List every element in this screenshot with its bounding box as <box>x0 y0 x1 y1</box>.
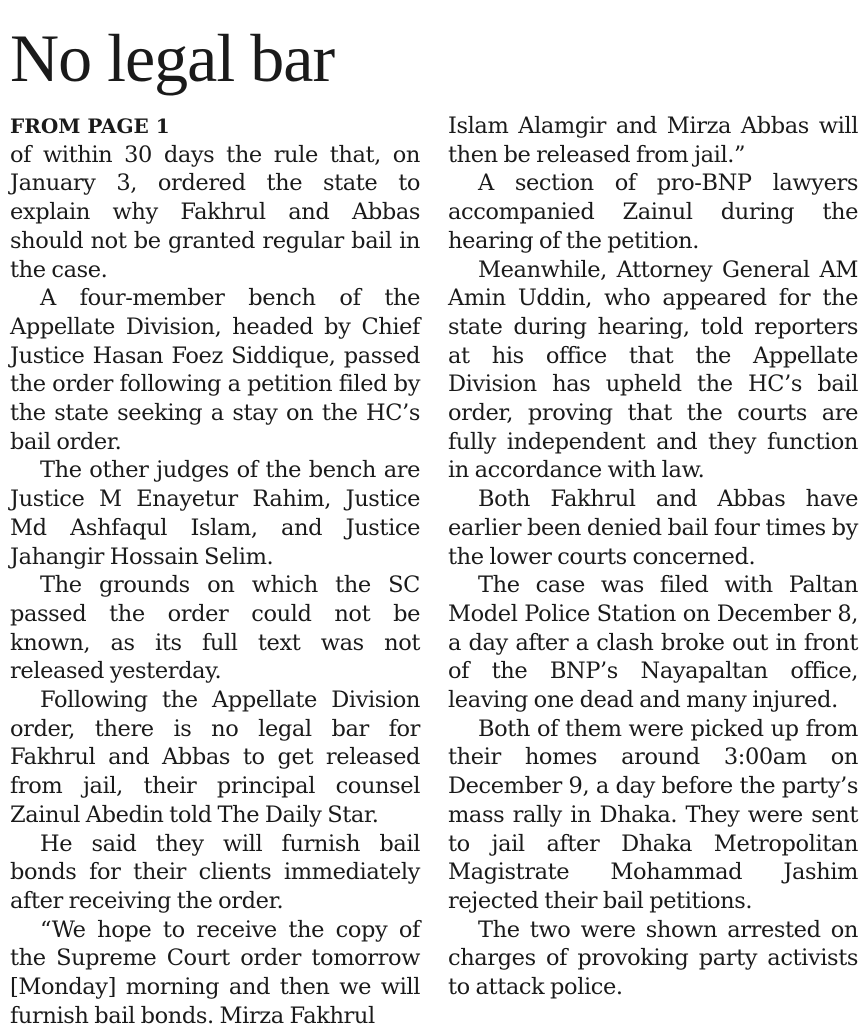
kicker-from-page: FROM PAGE 1 <box>10 114 170 138</box>
paragraph: Islam Alamgir and Mirza Abbas will then be released from jail.” <box>448 113 858 168</box>
paragraph: The two were shown arrested on charges of provoking party activists to attack police. <box>448 916 858 1001</box>
paragraph: The grounds on which the SC passed the order could not be known, as its full text was not released yesterday. <box>10 572 420 685</box>
paragraph: “We hope to receive the copy of the Supreme Court order tomorrow [Monday] morning and then we will furnish bail bonds. Mirza Fakhrul <box>10 916 420 1029</box>
paragraph: Following the Appellate Division order, there is no legal bar for Fakhrul and Abbas to get released from jail, their principal counsel Zainul Abedin told The Daily Star. <box>10 687 420 828</box>
article-column-right <box>448 112 858 1002</box>
article-column-left <box>10 112 420 1031</box>
paragraph: Both of them were picked up from their homes around 3:00am on December 9, a day before the party’s mass rally in Dhaka. They were sent to jail after Dhaka Metropolitan Magistrate Mohammad Jashim rejected their bail petitions. <box>448 715 858 914</box>
headline: No legal bar <box>10 20 335 96</box>
paragraph: He said they will furnish bail bonds for their clients immediately after receiving the order. <box>10 830 420 914</box>
paragraph: of within 30 days the rule that, on January 3, ordered the state to explain why Fakhrul and Abbas should not be granted regular bail in the case. <box>10 141 420 283</box>
paragraph: The case was filed with Paltan Model Police Station on December 8, a day after a clash broke out in front of the BNP’s Nayapaltan office, leaving one dead and many injured. <box>448 572 858 714</box>
paragraph: Meanwhile, Attorney General AM Amin Uddin, who appeared for the state during hearing, told reporters at his office that the Appellate Division has upheld the HC’s bail order, proving that the courts are fully independent and they function in accordance with law. <box>448 256 858 484</box>
paragraph: A four-member bench of the Appellate Division, headed by Chief Justice Hasan Foez Siddique, passed the order following a petition filed by the state seeking a stay on the HC’s bail order. <box>10 285 420 455</box>
paragraph: Both Fakhrul and Abbas have earlier been denied bail four times by the lower courts concerned. <box>448 486 858 570</box>
paragraph: The other judges of the bench are Justice M Enayetur Rahim, Justice Md Ashfaqul Islam, and Justice Jahangir Hossain Selim. <box>10 457 420 570</box>
paragraph: A section of pro-BNP lawyers accompanied Zainul during the hearing of the petition. <box>448 170 858 254</box>
